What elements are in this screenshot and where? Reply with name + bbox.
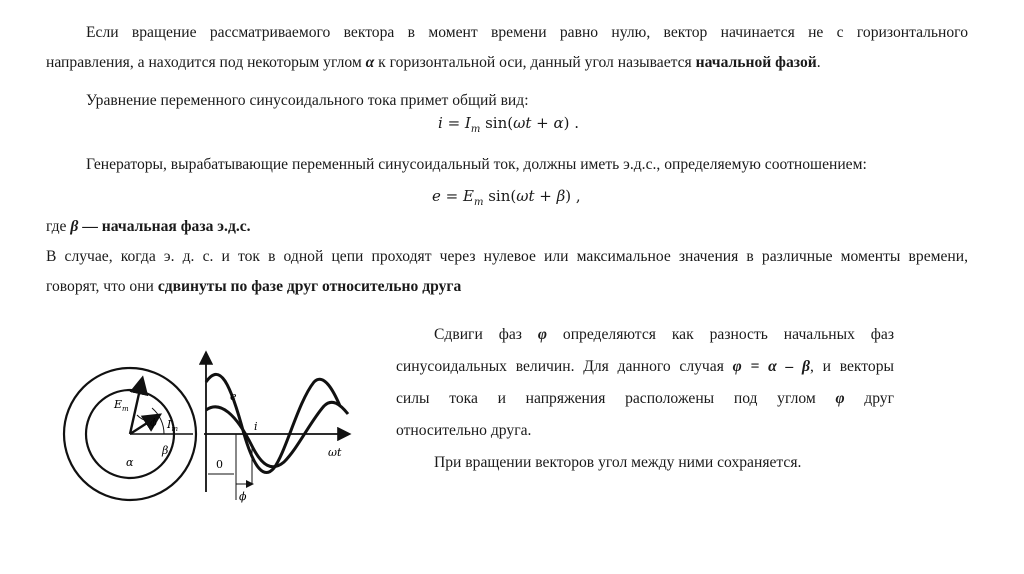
formula1-lhs: i [438,114,443,132]
para4-line2-start: говорят, что они [46,278,158,295]
para5-line2-end: , и векторы [810,358,894,375]
para4-line1 [46,242,968,272]
formula1-phase: α [553,114,564,132]
formula1-amp-sub: m [470,124,481,135]
formula1-amp: I [464,114,471,132]
label-beta: β [162,444,169,457]
term-initial-phase: начальной фазой [695,54,817,71]
formula2-close: ) , [565,187,581,205]
formula2-omega: ω [516,187,529,205]
para4-line1-text: В случае, когда э. д. с. и ток в одной цепи проходят через нулевое или максимальное значения в различные моменты времени, [46,248,968,265]
formula2-amp: E [463,187,474,205]
para2-text: Уравнение переменного синусоидального тока примет общий вид: [86,92,529,109]
formula-emf [432,185,581,214]
para1-line2-mid: к горизонтальной оси, данный угол называется [374,54,696,71]
phasor-diagram [58,342,358,510]
para6 [434,448,894,478]
para5-line3-start: силы тока и напряжения расположены под углом [396,390,836,407]
phi-symbol: φ [537,326,547,343]
where-prefix: где [46,218,71,235]
e-waveform [206,374,340,472]
phase-difference-equation: φ = α – β [732,358,811,375]
phase-shift-term: сдвинуты по фазе друг относительно друга [157,278,462,295]
para4-line2 [46,272,968,302]
em-vector [130,380,142,434]
label-wt: ωt [328,446,342,459]
para1-line1-text: Если вращение рассматриваемого вектора в момент времени равно нулю, вектор начинается не с горизонтального [86,24,968,41]
para5-line1-end: определяются как разность начальных фаз [546,326,894,343]
label-phi-waveform: ϕ [239,490,247,503]
label-alpha: α [126,456,134,469]
formula2-phase: β [556,187,566,205]
para5-line3 [396,384,894,414]
para5-line1 [434,320,894,350]
para1-line2 [46,48,968,78]
para5-line1-start: Сдвиги фаз [434,326,538,343]
para3 [86,150,968,180]
formula1-close: ) . [563,114,580,132]
formula-current [438,112,579,141]
formula1-t: t [525,114,532,132]
label-zero: 0 [216,458,223,471]
formula2-eq: = [440,187,463,205]
para1-line2-start: направления, а находится под некоторым углом [46,54,366,71]
para1-line2-end: . [816,54,821,71]
label-phi-circle: ϕ [150,418,157,429]
angle-arc-phi [137,415,148,421]
label-e: e [230,390,237,403]
para1-line1 [86,18,968,48]
formula1-func: sin( [480,114,514,132]
formula1-eq: = [442,114,465,132]
formula1-omega: ω [513,114,526,132]
beta-symbol: β [70,218,79,235]
where-definition: — начальная фаза э.д.с. [78,218,251,235]
para6-text: При вращении векторов угол между ними сохраняется. [434,454,802,471]
alpha-symbol: α [365,54,375,71]
where-line [46,212,968,242]
label-im: $I_m$ [167,418,178,433]
para5-line2-start: синусоидальных величин. Для данного случая [396,358,733,375]
phi-symbol-2: φ [835,390,845,407]
formula2-amp-sub: m [473,197,484,208]
label-em: $E_m$ [114,398,129,413]
formula1-plus: + [531,114,554,132]
para5-line4 [396,416,894,446]
formula2-plus: + [534,187,557,205]
formula2-func: sin( [483,187,517,205]
para5-line4-text: относительно друга. [396,422,532,439]
label-i: i [254,420,258,433]
para5-line3-end: друг [844,390,894,407]
formula2-lhs: e [432,187,441,205]
para5-line2 [396,352,894,382]
formula2-t: t [528,187,535,205]
para3-text: Генераторы, вырабатывающие переменный синусоидальный ток, должны иметь э.д.с., определяемую соотношением: [86,156,867,173]
